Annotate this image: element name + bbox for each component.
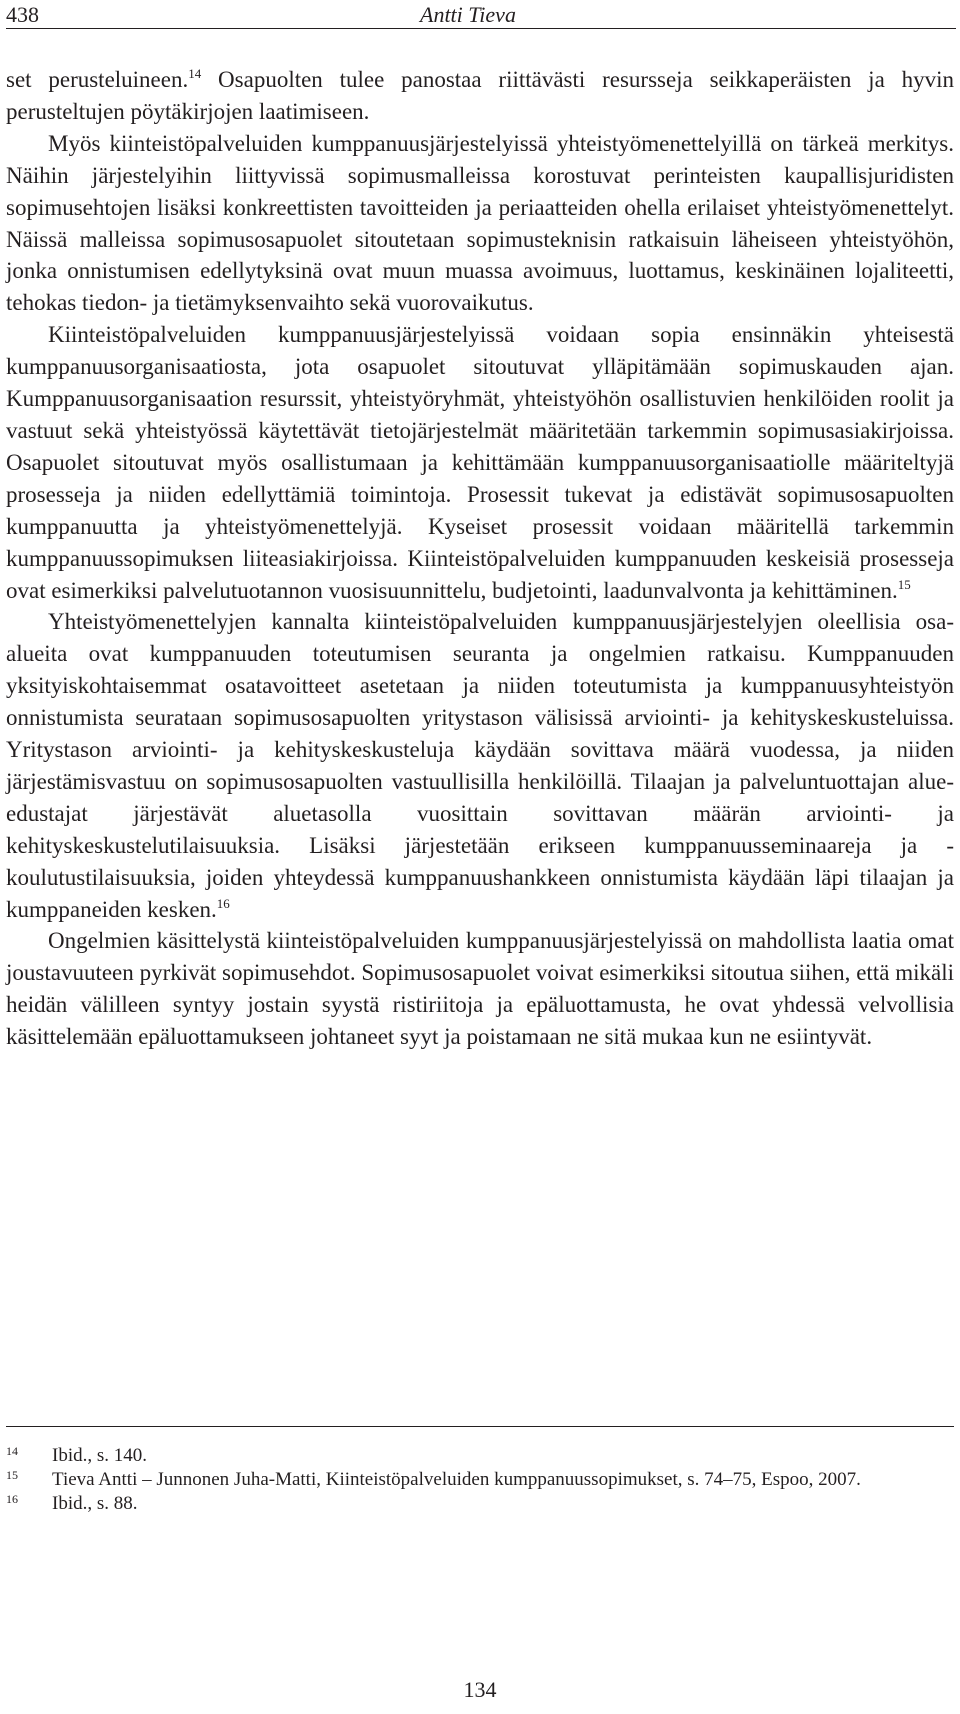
paragraph-text: set perusteluineen.: [6, 67, 189, 92]
paragraph-text: Kiinteistöpalveluiden kumppanuusjärjestelyissä voidaan sopia ensinnäkin yhteisestä kumppanuusorganisaatiosta, jota osapuolet sitoutuvat ylläpitämään sopimuskauden ajan. Kumppanuusorganisaation resurssit, yhteistyöryhmät, yhteistyöhön osallistuvien henkilöiden roolit ja vastuut sekä yhteistyössä käytettävät tietojärjestelmät määritetään tarkemmin sopimusasiakirjoissa. Osapuolet sitoutuvat myös osallistumaan ja kehittämään kumppanuusorganisaatiolle määriteltyjä prosesseja ja niiden edellyttämiä toimintoja. Prosessit tukevat ja edistävät sopimusosapuolten kumppanuutta ja yhteistyömenettelyjä. Kyseiset prosessit voidaan määritellä tarkemmin kumppanuussopimuksen liiteasiakirjoissa. Kiinteistöpalveluiden kumppanuuden keskeisiä prosesseja ovat esimerkiksi palvelutuotannon vuosisuunnittelu, budjetointi, laadunvalvonta ja kehittäminen.: [6, 322, 954, 603]
page-number: 438: [6, 2, 39, 27]
paragraph-text: Yhteistyömenettelyjen kannalta kiinteistöpalveluiden kumppanuusjärjestelyjen oleellisia osa-alueita ovat kumppanuuden toteutumisen seuranta ja ongelmien ratkaisu. Kumppanuuden yksityiskohtaisemmat osatavoitteet asetetaan ja niiden toteutumista ja kumppanuusyhteistyön onnistumista seurataan sopimusosapuolten yritystason välisissä arviointi- ja kehityskeskusteluissa. Yritystason arviointi- ja kehityskeskusteluja käydään sovittava määrä vuodessa, ja niiden järjestämisvastuu on sopimusosapuolten vastuullisilla henkilöillä. Tilaajan ja palveluntuottajan alue-edustajat järjestävät aluetasolla vuosittain sovittavan määrän arviointi- ja kehityskeskustelutilaisuuksia. Lisäksi järjestetään erikseen kumppanuusseminaareja ja -koulutustilaisuuksia, joiden yhteydessä kumppanuushankkeen onnistumista käydään läpi tilaajan ja kumppaneiden kesken.: [6, 609, 954, 922]
page-header: [0, 0, 960, 30]
footnote-text: Tieva Antti – Junnonen Juha-Matti, Kiinteistöpalveluiden kumppanuussopimukset, s. 74–75, Espoo, 2007.: [52, 1469, 861, 1490]
paragraph-3: [6, 319, 954, 606]
paragraph-2: [6, 128, 954, 319]
footnote-16: 16 Ibid., s. 88.: [6, 1492, 138, 1514]
header-rule: [6, 28, 956, 29]
footnote-14: 14 Ibid., s. 140.: [6, 1444, 147, 1466]
footnote-ref-15: 15: [897, 576, 911, 592]
footnotes: [6, 1444, 954, 1516]
paragraph-text: Myös kiinteistöpalveluiden kumppanuusjärjestelyissä yhteistyömenettelyillä on tärkeä merkitys. Näihin järjestelyihin liittyvissä sopimusmalleissa korostuvat perinteisten kaupallisjuridisten sopimusehtojen lisäksi konkreettisten tavoitteiden ja periaatteiden ohella erilaiset yhteistyömenettelyt. Näissä malleissa sopimusosapuolet sitoutetaan sopimusteknisin ratkaisuin läheiseen yhteistyöhön, jonka onnistumisen edellytyksinä ovat muun muassa avoimuus, luottamus, keskinäinen lojaliteetti, tehokas tiedon- ja tietämyksenvaihto sekä vuorovaikutus.: [6, 130, 954, 316]
paragraph-text: Ongelmien käsittelystä kiinteistöpalveluiden kumppanuusjärjestelyissä on mahdollista laatia omat joustavuuteen pyrkivät sopimusehdot. Sopimusosapuolet voivat esimerkiksi sitoutua siihen, että mikäli heidän välilleen syntyy jostain syystä ristiriitoja ja epäluottamusta, he ovat yhdessä velvollisia käsittelemään epäluottamukseen johtaneet syyt ja poistamaan ne sitä mukaa kun ne esiintyvät.: [6, 928, 954, 1050]
body-text: [6, 64, 954, 1053]
paragraph-5: [6, 925, 954, 1053]
paragraph-4: [6, 606, 954, 925]
footnote-ref-16: 16: [216, 895, 230, 911]
footnote-rule: [6, 1426, 954, 1427]
footnote-text: Ibid., s. 88.: [52, 1493, 138, 1514]
footnote-ref-14: 14: [188, 66, 202, 81]
paragraph-text: Osapuolten tulee panostaa riittävästi resursseja seikkaperäisten ja hyvin perusteltujen pöytäkirjojen laatimiseen.: [6, 67, 954, 124]
page-folio: 134: [463, 1677, 497, 1702]
footnote-text: Ibid., s. 140.: [52, 1445, 147, 1466]
footnote-15: 15 Tieva Antti – Junnonen Juha-Matti, Kiinteistöpalveluiden kumppanuussopimukset, s. 74–75, Espoo, 2007.: [6, 1468, 861, 1490]
running-title: Antti Tieva: [420, 2, 516, 27]
paragraph-1: [6, 64, 954, 128]
